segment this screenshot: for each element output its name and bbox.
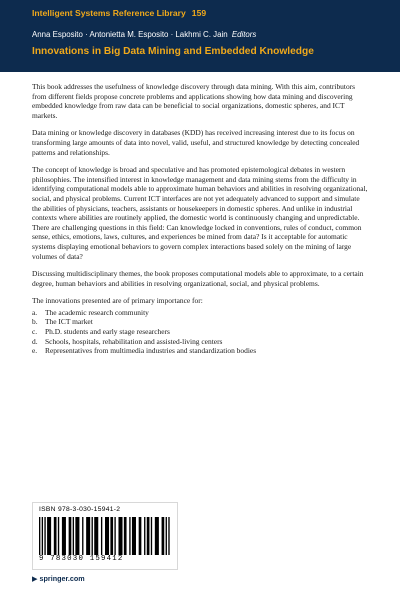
list-item-text: Ph.D. students and early stage researchers (45, 327, 170, 337)
list-item (32, 346, 370, 356)
barcode-bar (105, 517, 109, 555)
barcode-bar (54, 517, 57, 555)
barcode-bar (168, 517, 169, 555)
list-marker: b. (32, 317, 38, 327)
barcode-bar (118, 517, 122, 555)
editors-role: Editors (231, 30, 257, 39)
list-item-text: The ICT market (45, 317, 93, 327)
barcode-bar (166, 517, 167, 555)
barcode-bar (132, 517, 136, 555)
barcode-bar (75, 517, 79, 555)
arrow-right-icon: ▶ (32, 574, 38, 583)
barcode-bar (73, 517, 74, 555)
audience-list (32, 308, 370, 356)
list-item-text: Schools, hospitals, rehabilitation and assisted-living centers (45, 336, 223, 346)
series-label: Intelligent Systems Reference Library (32, 8, 186, 18)
barcode-bar (144, 517, 145, 555)
paragraph-intro: This book addresses the usefulness of knowledge discovery through data mining. With this aim, contributors from different fields propose concrete problems and applications showing how data mining and discovering embedded knowledge from raw data can be beneficial to social organizations, domestic spheres, and ICT markets. (32, 82, 356, 120)
list-marker: c. (32, 327, 38, 337)
barcode-bar (139, 517, 142, 555)
list-item-text: Representatives from multimedia industries and standardization bodies (45, 346, 257, 356)
barcode-bar (162, 517, 165, 555)
cover-header-band (0, 0, 400, 72)
barcode-bar (101, 517, 102, 555)
publisher-url: springer.com (39, 574, 85, 583)
editor-names: Anna Esposito · Antonietta M. Esposito · Lakhmi C. Jain (32, 30, 228, 39)
editors-line (32, 30, 256, 39)
barcode-bar (147, 517, 150, 555)
barcode-bar (47, 517, 51, 555)
barcode-bar (94, 517, 98, 555)
barcode-bar (42, 517, 43, 555)
list-item (32, 327, 370, 337)
barcode-bar (92, 517, 93, 555)
barcode-bar (129, 517, 130, 555)
list-item (32, 317, 370, 327)
isbn-label: ISBN 978-3-030-15941-2 (39, 506, 121, 513)
series-number: 159 (191, 8, 207, 18)
barcode-bar (151, 517, 152, 555)
barcode-bar (86, 517, 90, 555)
paragraph-kdd: Data mining or knowledge discovery in databases (KDD) has received increasing interest due to its focus on transforming large amounts of data into novel, valid, useful, and structured knowledge by detecting concealed patterns and relationships. (32, 128, 360, 157)
list-item (32, 337, 370, 347)
barcode-bar (69, 517, 72, 555)
list-marker: e. (32, 346, 38, 356)
paragraph-knowledge-concept: The concept of knowledge is broad and speculative and has promoted epistemological debates in western philosophies. The intensified interest in knowledge management and data mining stems from the difficulty in identifying computational models able to approximate human behaviors and abilities in resolving organizational, social, and physical problems. Current ICT interfaces are not yet adequately advanced to support and simulate the abilities of physicians, teachers, assistants or housekeepers in domestic spheres. And unlike in industrial contexts where abilities are routinely applied, the domestic world is continuously changing and unpredictable. There are challenging questions in this field: Can knowledge locked in conventions, rules of conduct, common sense, ethics, emotions, laws, cultures, and experiences be mined from data? Is it acceptable for automatic systems displaying emotional behaviors to govern complex interactions based solely on the mining of large volumes of data? (32, 165, 368, 261)
barcode-bar (44, 517, 45, 555)
barcode-bar (58, 517, 59, 555)
barcode-digits: 9 783030 159412 (39, 555, 171, 563)
paragraph-multidisciplinary: Discussing multidisciplinary themes, the book proposes computational models able to approximate, to a certain degree, human behaviors and abilities in resolving organizational, social, and physical problems. (32, 269, 364, 288)
barcode-bar (114, 517, 115, 555)
barcode-bar (39, 517, 40, 555)
back-cover-text (32, 82, 370, 356)
barcode-bar (62, 517, 66, 555)
barcode-bar (124, 517, 127, 555)
paragraph-audience-intro: The innovations presented are of primary importance for: (32, 296, 203, 306)
barcode-bar (82, 517, 83, 555)
barcode-bars (39, 517, 171, 555)
list-marker: a. (32, 307, 38, 317)
barcode-bar (155, 517, 159, 555)
book-title: Innovations in Big Data Mining and Embedded Knowledge (32, 46, 314, 57)
barcode-bar (110, 517, 113, 555)
list-marker: d. (32, 336, 38, 346)
list-item (32, 308, 370, 318)
list-item-text: The academic research community (45, 307, 149, 317)
isbn-barcode (32, 502, 178, 570)
publisher-link[interactable] (32, 574, 85, 583)
series-line (32, 8, 206, 18)
